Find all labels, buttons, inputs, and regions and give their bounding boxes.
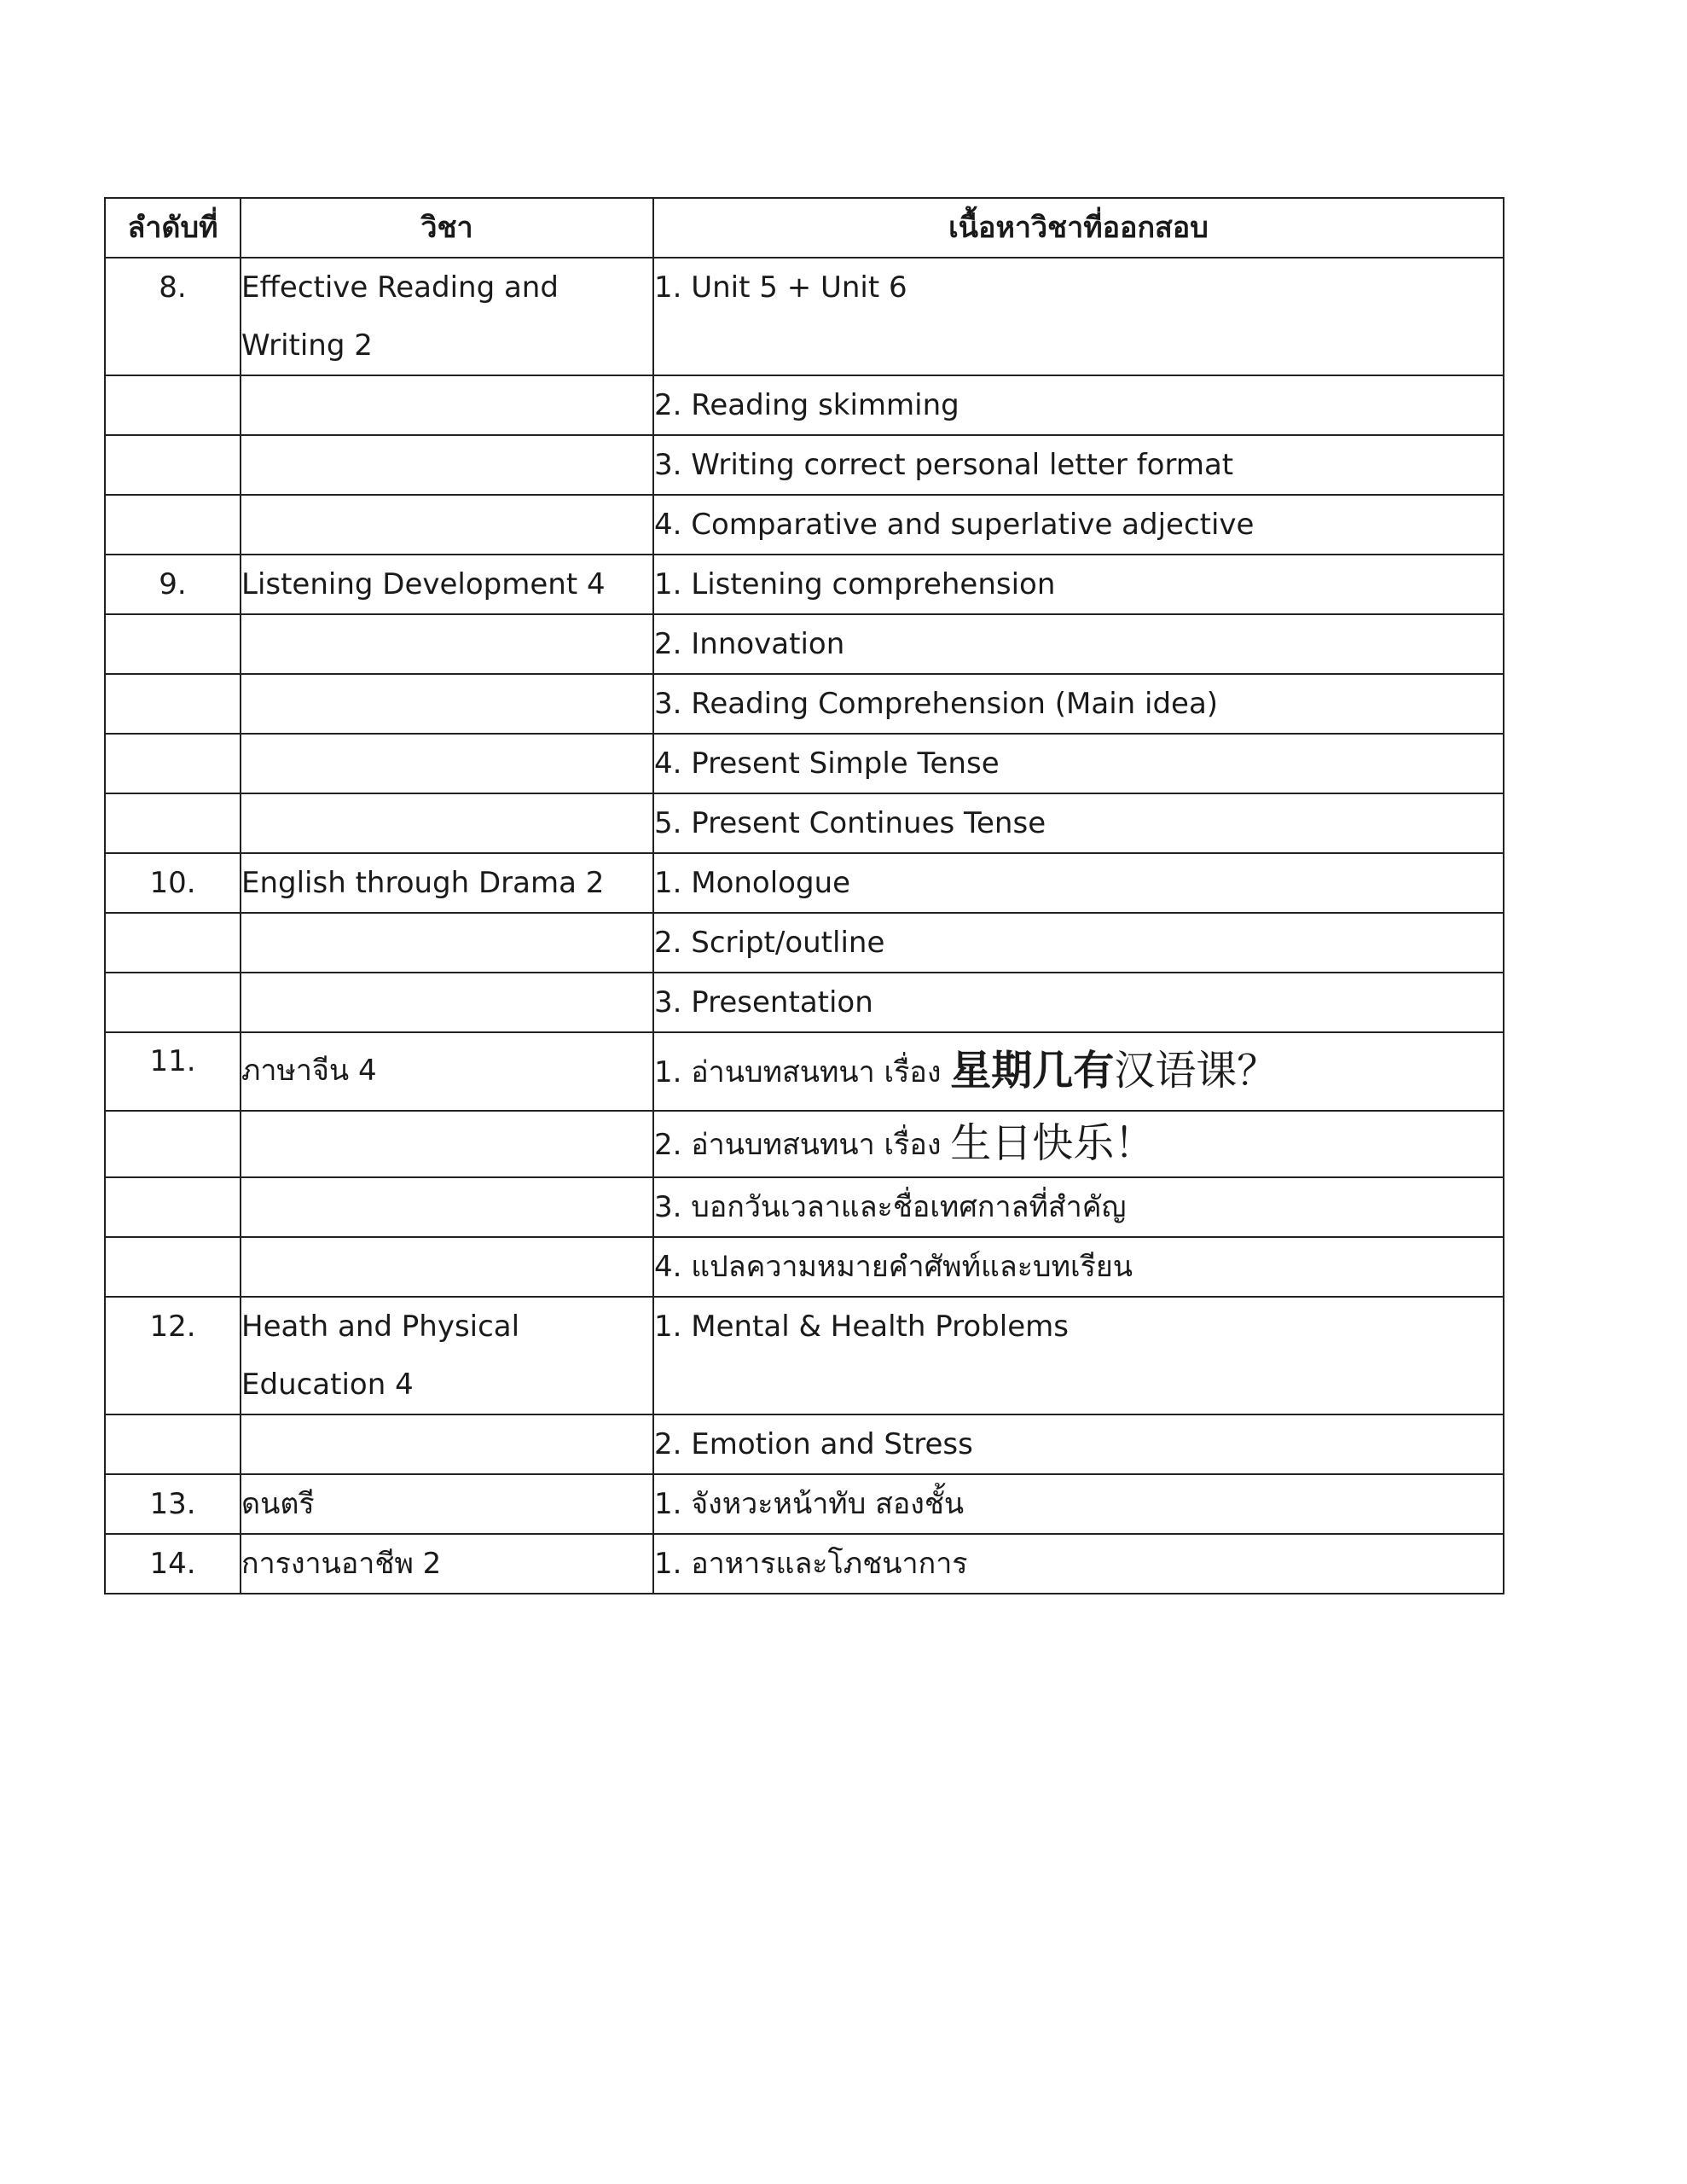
row-subject [241,614,653,674]
row-content: 5. Present Continues Tense [653,793,1504,853]
row-content [653,1032,1504,1111]
row-subject [241,1111,653,1177]
table-row [105,1414,1504,1474]
row-number [105,1414,241,1474]
row-number: 10. [105,853,241,913]
table-row [105,614,1504,674]
row-content-thai: 2. อ่านบทสนทนา เรื่อง [654,1128,951,1162]
row-content: 1. Monologue [653,853,1504,913]
table-row [105,495,1504,555]
row-subject [241,1414,653,1474]
header-content: เนื้อหาวิชาที่ออกสอบ [653,198,1504,258]
table-row [105,1032,1504,1111]
row-number [105,674,241,734]
row-content-thai: 1. อ่านบทสนทนา เรื่อง [654,1055,951,1089]
table-row [105,1177,1504,1237]
table-row [105,435,1504,495]
table-row [105,1474,1504,1534]
table-row [105,973,1504,1032]
row-subject [241,913,653,973]
row-content: 4. Comparative and superlative adjective [653,495,1504,555]
row-number [105,973,241,1032]
row-subject: การงานอาชีพ 2 [241,1534,653,1594]
header-no: ลำดับที่ [105,198,241,258]
row-content [653,1111,1504,1177]
row-content: 3. Presentation [653,973,1504,1032]
row-subject [241,734,653,793]
row-content: 2. Innovation [653,614,1504,674]
table-row [105,555,1504,614]
table-row [105,258,1504,375]
row-content: 4. Present Simple Tense [653,734,1504,793]
row-number: 14. [105,1534,241,1594]
row-number: 13. [105,1474,241,1534]
row-content: 1. อาหารและโภชนาการ [653,1534,1504,1594]
row-number: 11. [105,1032,241,1111]
row-subject [241,1237,653,1297]
row-number: 9. [105,555,241,614]
row-content: 3. Writing correct personal letter format [653,435,1504,495]
table-row [105,734,1504,793]
row-number [105,793,241,853]
row-number [105,1237,241,1297]
row-content: 1. Mental & Health Problems [653,1297,1504,1414]
row-content: 2. Reading skimming [653,375,1504,435]
row-subject [241,973,653,1032]
row-subject [241,435,653,495]
row-content: 1. จังหวะหน้าทับ สองชั้น [653,1474,1504,1534]
row-subject: ดนตรี [241,1474,653,1534]
row-content: 3. บอกวันเวลาและชื่อเทศกาลที่สำคัญ [653,1177,1504,1237]
row-subject: ภาษาจีน 4 [241,1032,653,1111]
row-content: 3. Reading Comprehension (Main idea) [653,674,1504,734]
row-content: 4. แปลความหมายคำศัพท์และบทเรียน [653,1237,1504,1297]
row-subject [241,495,653,555]
row-subject [241,375,653,435]
table-row [105,1534,1504,1594]
row-number [105,375,241,435]
row-subject [241,674,653,734]
table-row [105,1237,1504,1297]
table-row [105,793,1504,853]
row-number [105,1177,241,1237]
table-header-row [105,198,1504,258]
row-subject: Listening Development 4 [241,555,653,614]
row-subject: Heath and Physical Education 4 [241,1297,653,1414]
row-number [105,435,241,495]
row-subject [241,1177,653,1237]
table-row [105,913,1504,973]
row-content: 2. Script/outline [653,913,1504,973]
row-number [105,734,241,793]
row-number [105,614,241,674]
row-content-chinese: 生日快乐！ [950,1119,1156,1167]
row-content-chinese-bold: 星期几有 [950,1047,1115,1095]
header-subject: วิชา [241,198,653,258]
row-subject: English through Drama 2 [241,853,653,913]
row-content: 2. Emotion and Stress [653,1414,1504,1474]
row-content: 1. Listening comprehension [653,555,1504,614]
table-row [105,1297,1504,1414]
row-number [105,1111,241,1177]
row-number [105,913,241,973]
row-content-chinese: 汉语课？ [1114,1047,1278,1095]
row-content: 1. Unit 5 + Unit 6 [653,258,1504,375]
table-row [105,674,1504,734]
table-row [105,375,1504,435]
row-subject [241,793,653,853]
row-number: 8. [105,258,241,375]
row-number: 12. [105,1297,241,1414]
table-row [105,1111,1504,1177]
exam-content-table [104,197,1504,1594]
table-row [105,853,1504,913]
row-number [105,495,241,555]
row-subject: Effective Reading and Writing 2 [241,258,653,375]
